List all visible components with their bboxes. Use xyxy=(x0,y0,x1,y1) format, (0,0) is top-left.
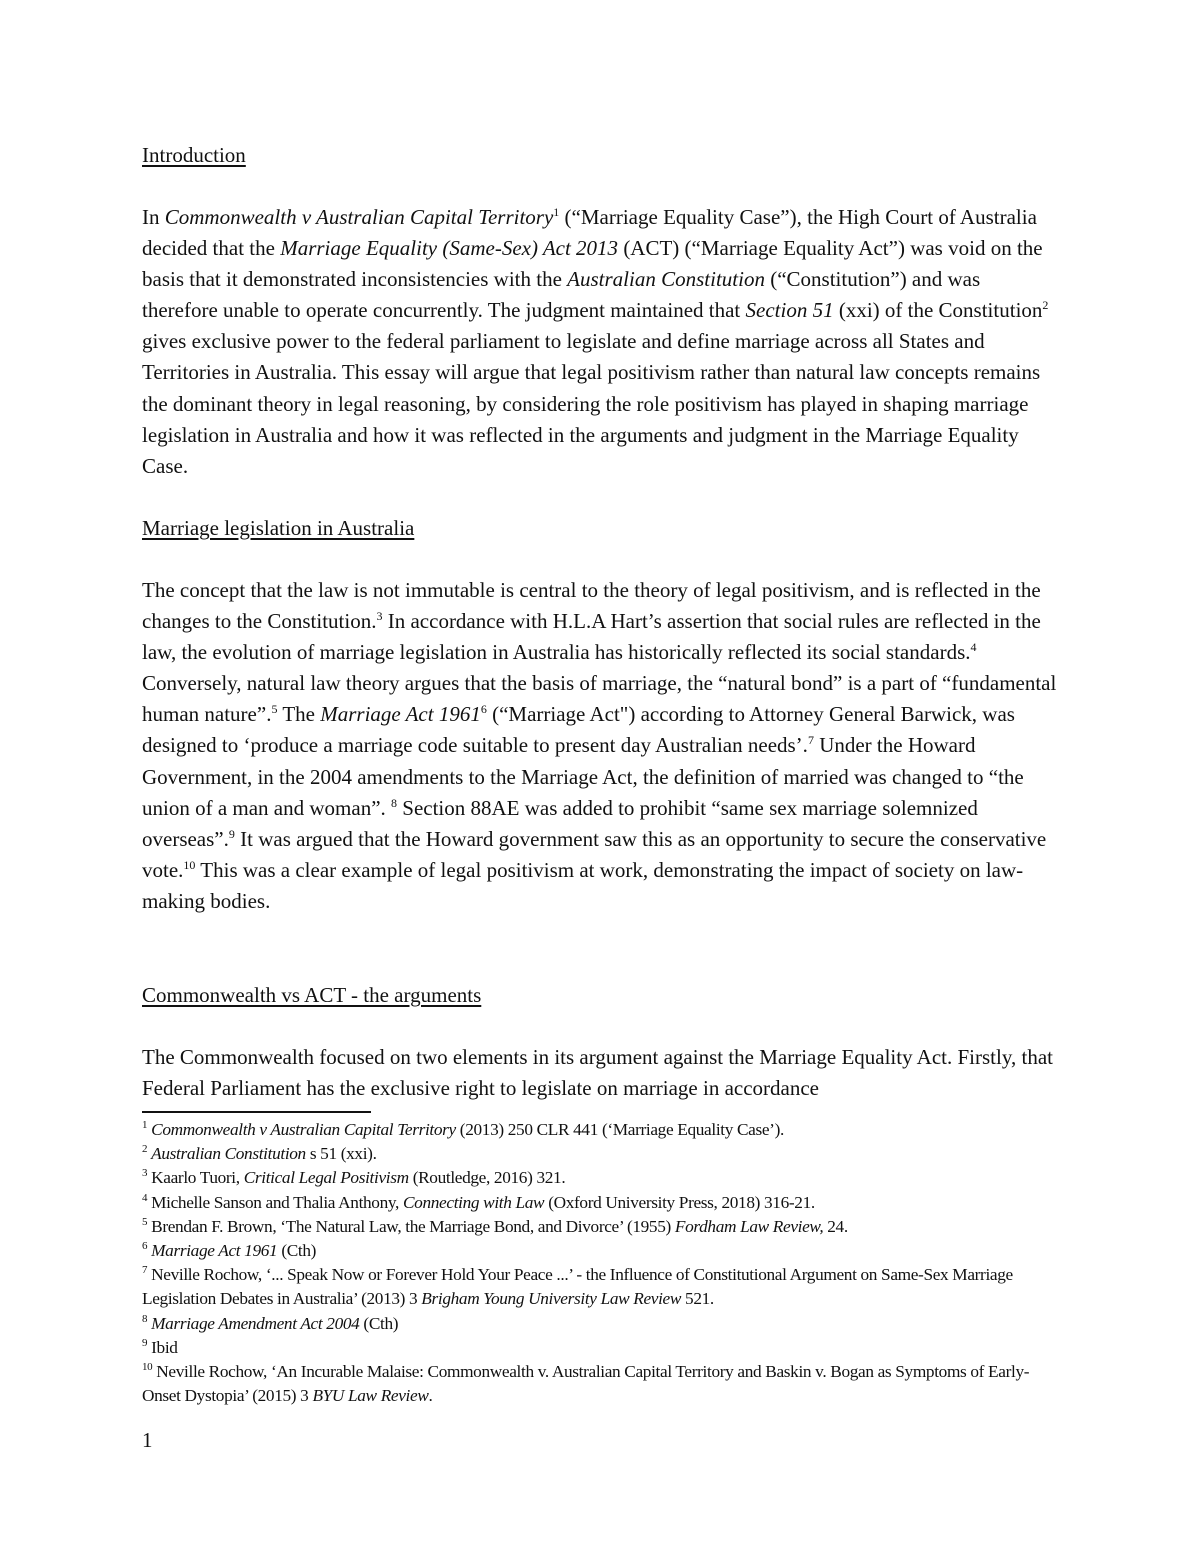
footnote-text: . xyxy=(428,1386,433,1406)
footnote-separator xyxy=(142,1111,371,1113)
legislation-text: Under the Howard Government, in the 2004 amendments to the Marriage Act, the definition of married was changed to “the union of a man and woman”. xyxy=(142,733,1024,820)
footnote-number: 5 xyxy=(142,1216,148,1229)
footnote-text: Neville Rochow, ‘An Incurable Malaise: Commonwealth v. Australian Capital Territory and Baskin v. Bogan as Symptoms of Early-Onset Dystopia’ (2015) 3 xyxy=(142,1362,1030,1406)
footnote-number: 8 xyxy=(142,1312,148,1325)
footnote-item xyxy=(142,1263,1060,1311)
footnote-text: s 51 (xxi). xyxy=(305,1144,377,1164)
footnote-text: Connecting with Law xyxy=(403,1192,545,1212)
section-heading-introduction: Introduction xyxy=(142,143,246,167)
footnote-text: Kaarlo Tuori, xyxy=(151,1168,244,1188)
footnote-number: 1 xyxy=(142,1119,148,1132)
page-number: 1 xyxy=(142,1428,153,1452)
legislation-text: (“Marriage Act") according to Attorney General Barwick, was designed to ‘produce a marriage code suitable to present day Australian needs’. xyxy=(142,702,1015,758)
footnote-text: Ibid xyxy=(151,1337,178,1357)
arguments-paragraph xyxy=(142,1042,1060,1104)
footnote-ref-5[interactable]: 5 xyxy=(271,702,278,717)
case-citation: Commonwealth v Australian Capital Territory xyxy=(164,205,554,229)
footnote-number: 7 xyxy=(142,1264,148,1277)
footnote-ref-9[interactable]: 9 xyxy=(228,826,235,841)
footnote-text: Brigham Young University Law Review xyxy=(421,1289,682,1309)
footnote-text: (2013) 250 CLR 441 (‘Marriage Equality Case’). xyxy=(455,1120,784,1139)
section-heading-arguments: Commonwealth vs ACT - the arguments xyxy=(142,983,482,1007)
intro-text: (“Marriage Equality Case”), the High Court of Australia decided that the xyxy=(142,205,1037,261)
arguments-text: The Commonwealth focused on two elements in its argument against the Marriage Equality Act. Firstly, that Federal Parliament has the exclusive right to legislate on marriage in accordance xyxy=(142,1045,1053,1101)
footnote-ref-3[interactable]: 3 xyxy=(376,609,383,624)
intro-text: In xyxy=(142,205,165,229)
footnote-number: 9 xyxy=(142,1337,148,1350)
intro-text: (ACT) (“Marriage Equality Act”) was void on the basis that it demonstrated inconsistencies with the xyxy=(142,236,1043,292)
section-reference: Section 51 xyxy=(745,298,834,323)
footnote-text: Neville Rochow, ‘... Speak Now or Forever Hold Your Peace ...’ - the Influence of Constitutional Argument on Same-Sex Marriage Legislation Debates in Australia’ (2013) 3 xyxy=(142,1265,1013,1309)
footnote-text: 521. xyxy=(681,1289,714,1309)
act-title: Marriage Act 1961 xyxy=(320,702,481,727)
footnote-text: Commonwealth v Australian Capital Territory xyxy=(151,1120,456,1139)
introduction-paragraph xyxy=(142,202,1060,482)
footnote-text: BYU Law Review xyxy=(312,1386,429,1406)
footnote-number: 2 xyxy=(142,1143,148,1156)
footnote-text: Australian Constitution xyxy=(151,1144,306,1164)
legislation-text: It was argued that the Howard government saw this as an opportunity to secure the conservative vote. xyxy=(142,826,1047,882)
legislation-paragraph xyxy=(142,575,1060,917)
legislation-text: Section 88AE was added to prohibit “same sex marriage solemnized overseas”. xyxy=(142,795,978,851)
footnote-ref-2[interactable]: 2 xyxy=(1042,298,1049,313)
footnotes-list xyxy=(142,1118,1060,1408)
footnote-item xyxy=(142,1312,1060,1336)
footnote-text: (Cth) xyxy=(359,1313,399,1333)
footnote-item xyxy=(142,1142,1060,1166)
footnote-text: Marriage Amendment Act 2004 xyxy=(151,1313,360,1333)
footnote-number: 4 xyxy=(142,1191,148,1204)
footnote-ref-10[interactable]: 10 xyxy=(183,857,196,872)
footnote-text: Michelle Sanson and Thalia Anthony, xyxy=(151,1192,403,1212)
footnote-item xyxy=(142,1360,1060,1408)
footnote-text: 24. xyxy=(823,1216,848,1236)
legislation-text: Conversely, natural law theory argues that the basis of marriage, the “natural bond” is a part of “fundamental human nature”. xyxy=(142,671,1057,727)
footnote-text: Marriage Act 1961 xyxy=(151,1241,278,1261)
intro-text: (xxi) of the Constitution xyxy=(833,298,1043,323)
legislation-text: The concept that the law is not immutable is central to the theory of legal positivism, and is reflected in the changes to the Constitution. xyxy=(142,578,1041,634)
footnote-item xyxy=(142,1191,1060,1215)
footnote-ref-6[interactable]: 6 xyxy=(480,702,487,717)
legislation-text: The xyxy=(277,702,321,727)
act-title: Marriage Equality (Same-Sex) Act 2013 xyxy=(280,236,619,261)
footnote-ref-8[interactable]: 8 xyxy=(391,795,398,810)
footnote-item xyxy=(142,1166,1060,1190)
legislation-text: In accordance with H.L.A Hart’s assertion that social rules are reflected in the law, the evolution of marriage legislation in Australia has historically reflected its social standards. xyxy=(142,609,1041,665)
footnote-number: 6 xyxy=(142,1240,148,1253)
footnote-number: 10 xyxy=(142,1361,153,1374)
footnote-text: Brendan F. Brown, ‘The Natural Law, the Marriage Bond, and Divorce’ (1955) xyxy=(151,1216,675,1236)
footnote-item xyxy=(142,1118,1060,1142)
footnote-text: Critical Legal Positivism xyxy=(243,1168,409,1188)
footnote-number: 3 xyxy=(142,1167,148,1180)
footnote-ref-1[interactable]: 1 xyxy=(553,205,560,219)
footnote-text: (Cth) xyxy=(277,1241,317,1261)
footnote-text: (Oxford University Press, 2018) 316-21. xyxy=(544,1192,815,1212)
footnote-item xyxy=(142,1239,1060,1263)
footnote-text: (Routledge, 2016) 321. xyxy=(408,1168,566,1188)
footnote-item xyxy=(142,1336,1060,1360)
intro-text: (“Constitution”) and was therefore unable to operate concurrently. The judgment maintained that xyxy=(142,267,981,323)
constitution-title: Australian Constitution xyxy=(567,267,765,292)
intro-text: gives exclusive power to the federal parliament to legislate and define marriage across all States and Territories in Australia. This essay will argue that legal positivism rather than natural law concepts remains the dominant theory in legal reasoning, by considering the role positivism has played in shaping marriage legislation in Australia and how it was reflected in the arguments and judgment in the Marriage Equality Case. xyxy=(142,329,1041,478)
footnote-item xyxy=(142,1215,1060,1239)
footnote-ref-4[interactable]: 4 xyxy=(970,640,977,655)
footnote-text: Fordham Law Review, xyxy=(674,1216,824,1236)
footnote-ref-7[interactable]: 7 xyxy=(807,733,814,748)
legislation-text: This was a clear example of legal positivism at work, demonstrating the impact of society on law-making bodies. xyxy=(142,857,1024,913)
section-heading-marriage-legislation: Marriage legislation in Australia xyxy=(142,516,415,540)
